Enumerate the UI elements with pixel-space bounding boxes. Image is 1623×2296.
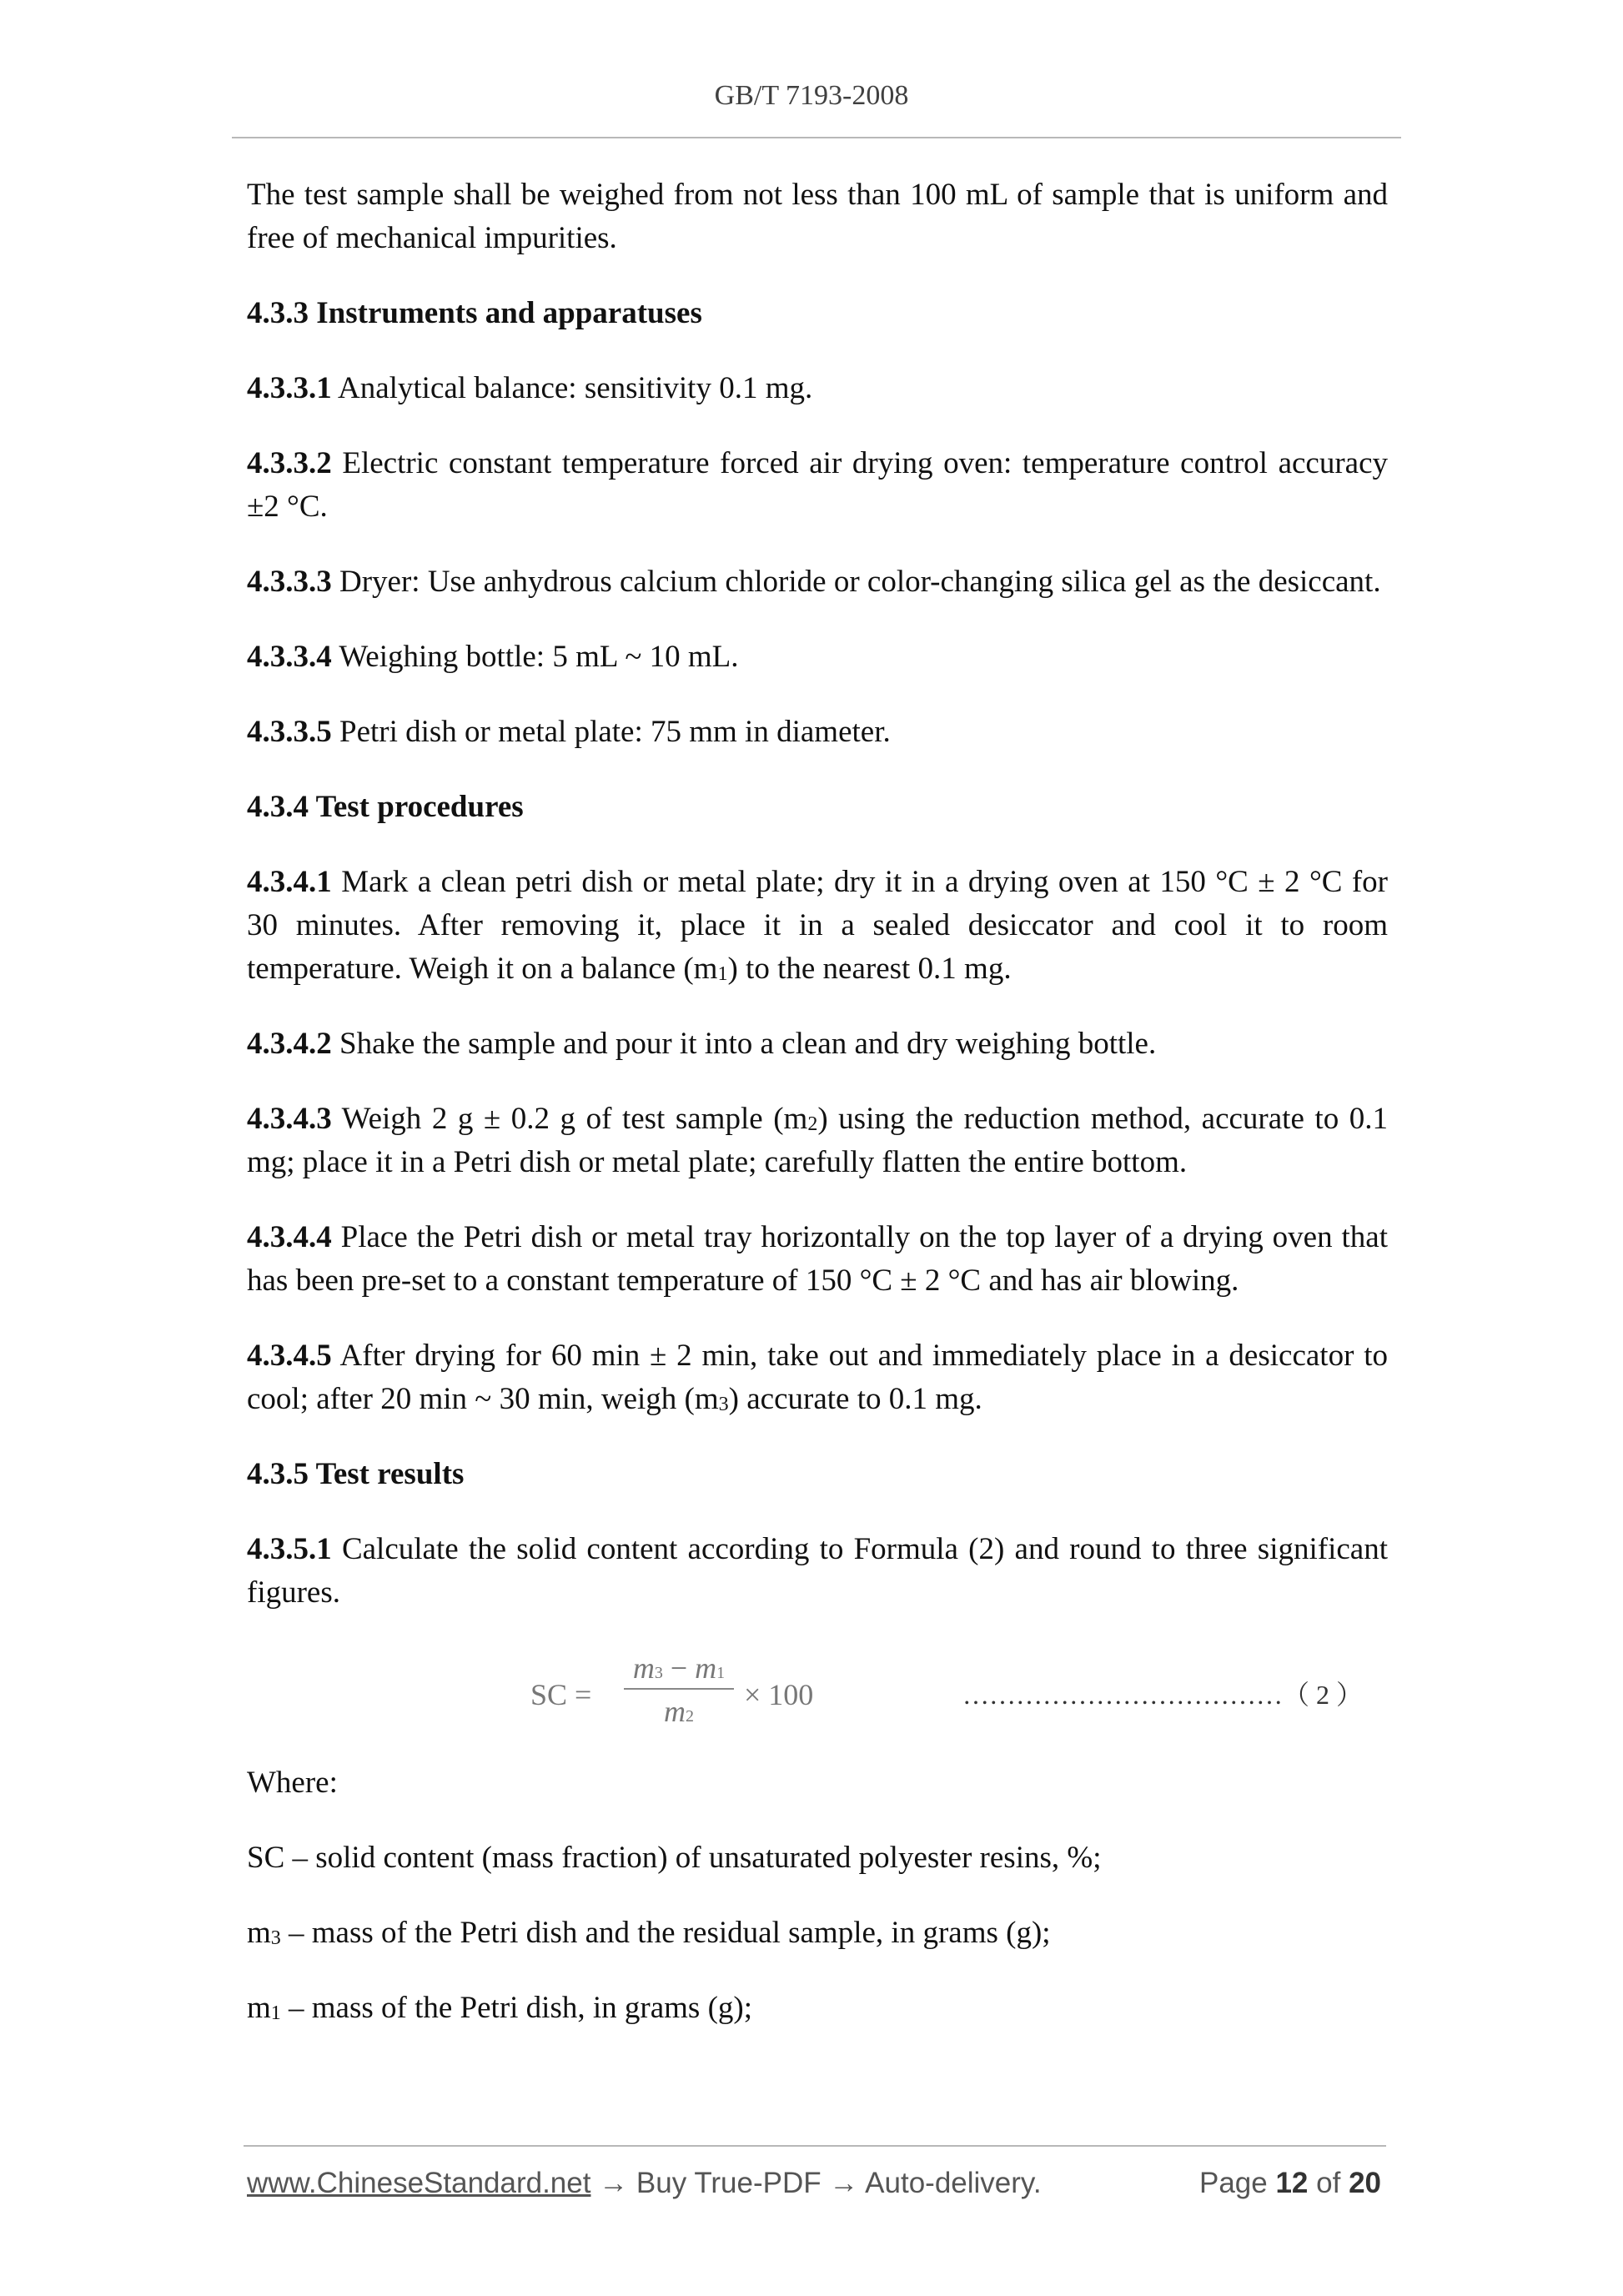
page-indicator bbox=[1199, 2167, 1381, 2200]
symbol-m: m bbox=[247, 1916, 271, 1950]
section-heading-4-3-5: 4.3.5 Test results bbox=[247, 1457, 465, 1491]
clause-text: Mark a clean petri dish or metal plate; dry it in a drying oven at 150 °C ± 2 °C for 30 minutes. After removing it, place it in a sealed desiccator and cool it to room temperature. Weigh it on a balance (m bbox=[247, 865, 1389, 986]
clause-4-3-3-4 bbox=[247, 636, 1388, 679]
clause-4-3-3-1 bbox=[247, 367, 1388, 410]
document-body bbox=[247, 173, 1388, 2062]
where-sc: SC – solid content (mass fraction) of unsaturated polyester resins, %; bbox=[247, 1841, 1102, 1875]
website-link[interactable]: www.ChineseStandard.net bbox=[247, 2167, 591, 2199]
clause-4-3-4-5 bbox=[247, 1334, 1388, 1421]
clause-number: 4.3.3.5 bbox=[247, 715, 332, 749]
clause-number: 4.3.4.3 bbox=[247, 1102, 332, 1136]
clause-number: 4.3.4.5 bbox=[247, 1339, 332, 1373]
where-m1 bbox=[247, 1987, 1388, 2030]
footer-divider bbox=[244, 2145, 1386, 2147]
symbol-m: m bbox=[664, 1695, 686, 1728]
clause-4-3-3-3 bbox=[247, 560, 1388, 604]
clause-text: Analytical balance: sensitivity 0.1 mg. bbox=[337, 371, 813, 405]
formula-2 bbox=[247, 1646, 1388, 1730]
clause-text: Weighing bottle: 5 mL ~ 10 mL. bbox=[339, 640, 739, 674]
clause-number: 4.3.4.1 bbox=[247, 865, 332, 899]
clause-text: Weigh 2 g ± 0.2 g of test sample (m bbox=[341, 1102, 808, 1136]
clause-4-3-5-1 bbox=[247, 1528, 1388, 1615]
subscript: 3 bbox=[270, 1927, 281, 1949]
formula-denominator bbox=[621, 1690, 737, 1738]
footer-tagline: → Buy True-PDF → Auto-delivery. bbox=[590, 2167, 1042, 2199]
clause-number: 4.3.4.4 bbox=[247, 1220, 332, 1254]
subscript: 3 bbox=[654, 1664, 663, 1682]
clause-number: 4.3.3.3 bbox=[247, 565, 332, 599]
definition-text: – mass of the Petri dish, in grams (g); bbox=[280, 1991, 752, 2025]
minus-sign: − bbox=[662, 1651, 696, 1685]
subscript: 2 bbox=[686, 1707, 694, 1726]
clause-4-3-4-1 bbox=[247, 861, 1388, 991]
definition-text: – mass of the Petri dish and the residual sample, in grams (g); bbox=[280, 1916, 1051, 1950]
clause-4-3-4-3 bbox=[247, 1098, 1388, 1184]
clause-4-3-3-2 bbox=[247, 442, 1388, 529]
subscript: 2 bbox=[807, 1113, 818, 1135]
where-label: Where: bbox=[247, 1766, 338, 1800]
subscript: 1 bbox=[716, 1664, 726, 1682]
clause-text: Place the Petri dish or metal tray horizontally on the top layer of a drying oven that has been pre-set to a constant temperature of 150 °C ± 2 °C and has air blowing. bbox=[247, 1220, 1388, 1298]
subscript: 3 bbox=[718, 1394, 729, 1415]
of-label: of bbox=[1316, 2167, 1341, 2199]
section-heading-4-3-4: 4.3.4 Test procedures bbox=[247, 790, 524, 824]
clause-text: Petri dish or metal plate: 75 mm in diameter. bbox=[339, 715, 891, 749]
clause-text-end: ) to the nearest 0.1 mg. bbox=[727, 952, 1012, 986]
clause-number: 4.3.4.2 bbox=[247, 1027, 332, 1061]
clause-text: Electric constant temperature forced air drying oven: temperature control accuracy ±2 °C. bbox=[247, 446, 1388, 524]
clause-text: Calculate the solid content according to Formula (2) and round to three significant figures. bbox=[247, 1532, 1388, 1610]
page-number: 12 bbox=[1275, 2167, 1309, 2199]
clause-4-3-3-5 bbox=[247, 711, 1388, 754]
section-heading-4-3-3: 4.3.3 Instruments and apparatuses bbox=[247, 296, 702, 330]
equation-number: ………………………………（ 2 ） bbox=[962, 1680, 1364, 1710]
formula-lhs: SC = bbox=[530, 1678, 592, 1711]
page-header: GB/T 7193-2008 bbox=[714, 80, 909, 111]
symbol-m: m bbox=[695, 1651, 717, 1685]
where-m3 bbox=[247, 1912, 1388, 1955]
subscript: 1 bbox=[717, 963, 728, 985]
clause-text-end: ) accurate to 0.1 mg. bbox=[728, 1382, 982, 1416]
clause-number: 4.3.3.4 bbox=[247, 640, 332, 674]
clause-number: 4.3.3.2 bbox=[247, 446, 332, 480]
page-label: Page bbox=[1198, 2167, 1268, 2199]
symbol-m: m bbox=[247, 1991, 271, 2025]
clause-4-3-4-2 bbox=[247, 1022, 1388, 1066]
page-footer bbox=[247, 2167, 1381, 2200]
clause-text: After drying for 60 min ± 2 min, take out and immediately place in a desiccator to cool; after 20 min ~ 30 min, weigh (m bbox=[247, 1339, 1388, 1416]
clause-number: 4.3.3.1 bbox=[247, 371, 332, 405]
subscript: 1 bbox=[270, 2002, 281, 2024]
clause-4-3-4-4 bbox=[247, 1216, 1388, 1303]
clause-number: 4.3.5.1 bbox=[247, 1532, 332, 1566]
intro-paragraph: The test sample shall be weighed from not less than 100 mL of sample that is uniform and free of mechanical impurities. bbox=[247, 178, 1388, 255]
clause-text-end: ) using the reduction method, accurate to 0.1 mg; place it in a Petri dish or metal plate; carefully flatten the entire bottom. bbox=[247, 1102, 1388, 1179]
symbol-m: m bbox=[632, 1651, 655, 1685]
clause-text: Dryer: Use anhydrous calcium chloride or color-changing silica gel as the desiccant. bbox=[339, 565, 1381, 599]
page-total: 20 bbox=[1349, 2167, 1381, 2199]
header-divider bbox=[232, 137, 1401, 138]
formula-multiplier: × 100 bbox=[744, 1678, 814, 1711]
clause-text: Shake the sample and pour it into a clean and dry weighing bottle. bbox=[339, 1027, 1157, 1061]
